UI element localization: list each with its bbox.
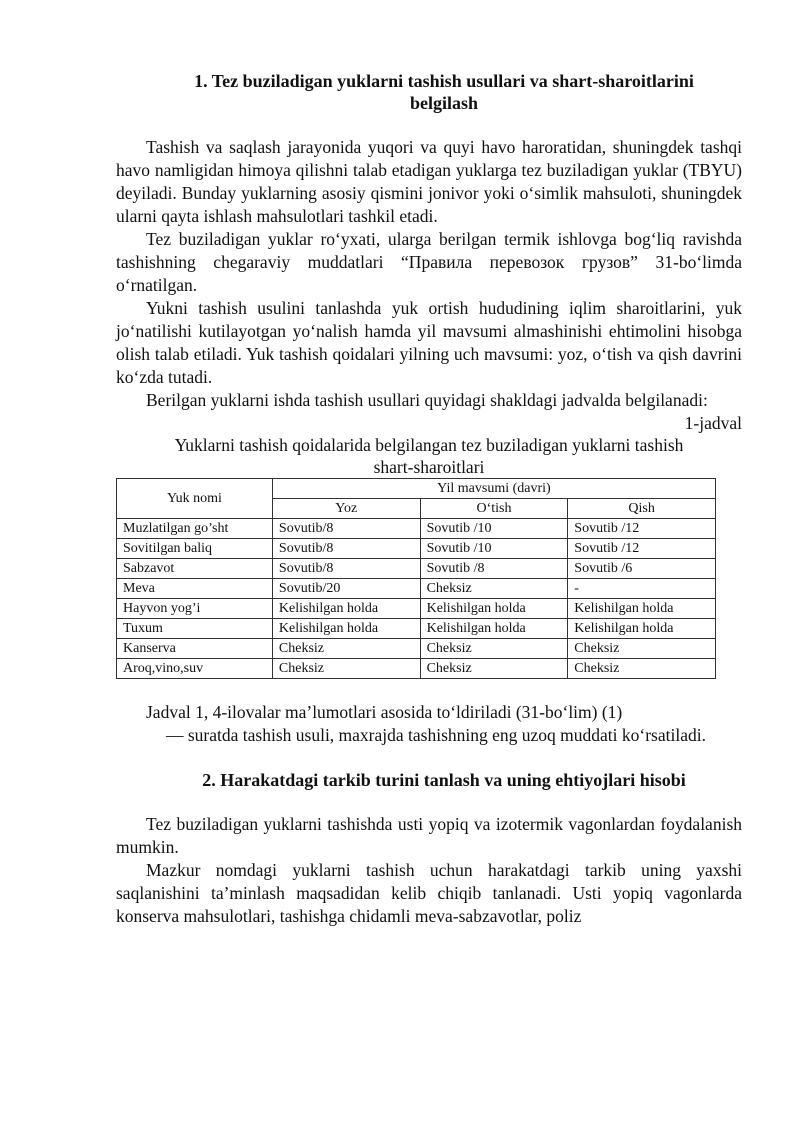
table-row — [117, 599, 716, 619]
paragraph: Tez buziladigan yuklarni tashishda usti yopiq va izotermik vagonlardan foydalanish mumkin. — [116, 814, 742, 857]
table-note-line2: — suratda tashish usuli, maxrajda tashishning eng uzoq muddati ko‘rsatiladi. — [166, 725, 706, 745]
cell: Tuxum — [117, 619, 273, 639]
cell: Hayvon yog’i — [117, 599, 273, 619]
table-note-line1: Jadval 1, 4-ilovalar ma’lumotlari asosida to‘ldiriladi (31-bo‘lim) (1) — [146, 702, 623, 722]
cell: Sabzavot — [117, 559, 273, 579]
cell: Sovutib /10 — [420, 519, 568, 539]
table-row — [117, 539, 716, 559]
cell: Meva — [117, 579, 273, 599]
column-header-winter: Qish — [568, 499, 716, 519]
table-row — [117, 619, 716, 639]
cell: Sovutib/8 — [272, 559, 420, 579]
column-header-transition: O‘tish — [420, 499, 568, 519]
cell: Kelishilgan holda — [272, 619, 420, 639]
cell: Kelishilgan holda — [420, 599, 568, 619]
cell: Sovitilgan baliq — [117, 539, 273, 559]
cell: Kelishilgan holda — [568, 619, 716, 639]
table-number: 1-jadval — [684, 413, 742, 433]
cell: Cheksiz — [568, 659, 716, 679]
cell: Kelishilgan holda — [568, 599, 716, 619]
cell: Cheksiz — [272, 659, 420, 679]
section-1-title — [116, 70, 742, 114]
cell: Sovutib /6 — [568, 559, 716, 579]
cell: Kelishilgan holda — [420, 619, 568, 639]
table-row — [117, 639, 716, 659]
table-row — [117, 519, 716, 539]
paragraph: Tashish va saqlash jarayonida yuqori va quyi havo haroratidan, shuningdek tashqi havo namligidan himoya qilishni talab etadigan yuklarga tez buziladigan yuklar (TBYU) deyiladi. Bunday yuklarning asosiy qismini jonivor yoki o‘simlik mahsuloti, shuningdek ularni qayta ishlash mahsulotlari tashkil etadi. — [116, 137, 742, 226]
table-caption: Yuklarni tashish qoidalarida belgilangan tez buziladigan yuklarni tashish shart-sharoitlari — [174, 435, 684, 477]
paragraph: Mazkur nomdagi yuklarni tashish uchun harakatdagi tarkib uning yaxshi saqlanishini ta’minlash maqsadidan kelib chiqib tanlanadi. Usti yopiq vagonlarda konserva mahsulotlari, tashishga chidamli meva-sabzavotlar, poliz — [116, 860, 742, 926]
table-row — [117, 579, 716, 599]
document-page — [116, 70, 742, 928]
section-2-title: 2. Harakatdagi tarkib turini tanlash va uning ehtiyojlari hisobi — [202, 770, 686, 790]
cell: Kanserva — [117, 639, 273, 659]
cell: Sovutib/8 — [272, 519, 420, 539]
paragraph: Tez buziladigan yuklar ro‘yxati, ularga berilgan termik ishlovga bog‘liq ravishda tashishning chegaraviy muddatlari “Правила перевозок грузов” 31-bo‘limda o‘rnatilgan. — [116, 229, 742, 295]
cell: Cheksiz — [420, 659, 568, 679]
column-header-season: Yil mavsumi (davri) — [272, 479, 715, 499]
column-header-name: Yuk nomi — [117, 479, 273, 519]
cell: Muzlatilgan go’sht — [117, 519, 273, 539]
table-row — [117, 659, 716, 679]
section-1-title-line1: 1. Tez buziladigan yuklarni tashish usullari va shart-sharoitlarini — [194, 71, 694, 91]
paragraph: Yukni tashish usulini tanlashda yuk ortish hududining iqlim sharoitlarini, yuk jo‘natilishi kutilayotgan yo‘nalish hamda yil mavsumi almashinishi ehtimolini hisobga olish talab etiladi. Yuk tashish qoidalari yilning uch mavsumi: yoz, o‘tish va qish davrini ko‘zda tutadi. — [116, 298, 742, 387]
cell: Cheksiz — [272, 639, 420, 659]
column-header-summer: Yoz — [272, 499, 420, 519]
cell: Sovutib /12 — [568, 519, 716, 539]
cell: Cheksiz — [568, 639, 716, 659]
cell: Sovutib/20 — [272, 579, 420, 599]
cell: Sovutib /10 — [420, 539, 568, 559]
cell: Sovutib /8 — [420, 559, 568, 579]
cell: Sovutib/8 — [272, 539, 420, 559]
cell: - — [568, 579, 716, 599]
cell: Cheksiz — [420, 639, 568, 659]
cell: Cheksiz — [420, 579, 568, 599]
transport-conditions-table — [116, 478, 716, 679]
section-1-title-line2: belgilash — [409, 93, 479, 113]
paragraph: Berilgan yuklarni ishda tashish usullari quyidagi shakldagi jadvalda belgilanadi: — [146, 390, 708, 410]
cell: Sovutib /12 — [568, 539, 716, 559]
table-row — [117, 559, 716, 579]
cell: Kelishilgan holda — [272, 599, 420, 619]
cell: Aroq,vino,suv — [117, 659, 273, 679]
